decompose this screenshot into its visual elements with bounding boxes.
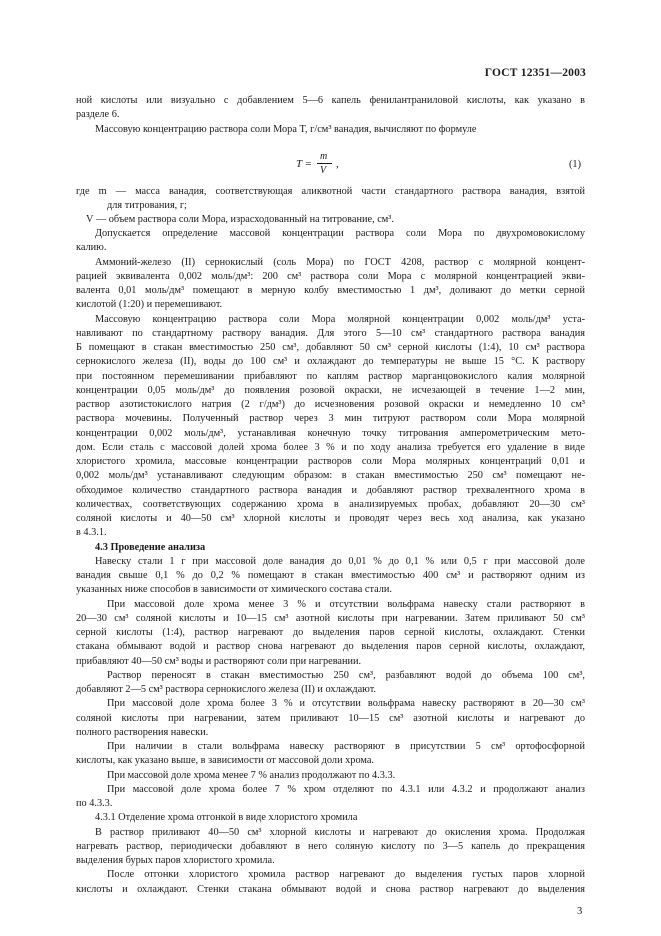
text-line: выделения бурых паров хлористого хромила. (76, 855, 275, 866)
text-line: При массовой доле хрома более 7 % хром отделяют по 4.3.1 или 4.3.2 и продолжают анализ (107, 784, 585, 795)
text-line: количествах, соответствующих содержанию хрома в анализируемых пробах, добавляют 20—30 см³ (76, 499, 585, 510)
text-line: где m — масса ванадия, соответствующая аликвотной части стандартного раствора ванадия, взятой (76, 186, 585, 197)
text-line: добавляют 2—5 см³ раствора сернокислого железа (II) и охлаждают. (76, 684, 376, 695)
text-line: кислотой (1:20) и перемешивают. (76, 299, 223, 310)
text-line: Аммоний-железо (II) сернокислый (соль Мора) по ГОСТ 4208, раствор с молярной концент- (95, 257, 585, 268)
text-line: раствора мочевины. Полученный раствор через 3 мин титруют раствором соли Мора молярной (76, 413, 585, 424)
text-line: для титрования, г; (107, 200, 187, 211)
text-line: полного растворения навески. (76, 727, 209, 738)
section-heading-4-3: 4.3 Проведение анализа (95, 542, 206, 553)
text-line: Допускается определение массовой концентрации раствора соли Мора по двухромовокислому (95, 228, 585, 239)
text-line: сернокислого железа (II), воды до 100 см³ и охлаждают до температуры не выше 15 °С. К раствору (76, 356, 585, 367)
text-line: при постоянном перемешивании прибавляют по каплям раствор марганцовокислого калия молярной (76, 371, 585, 382)
text-line: 0,002 моль/дм³ устанавливают следующим образом: в стакан вместимостью 250 см³ помещают не- (76, 470, 585, 481)
text-line: нагревать раствор, периодически добавляют в него соляную кислоту по 3—5 капель до прекращения (76, 841, 585, 852)
text-line: В раствор приливают 40—50 см³ хлорной кислоты и нагревают до окисления хрома. Продолжая (95, 827, 585, 838)
text-line: Б помещают в стакан вместимостью 250 см³, добавляют 50 см³ серной кислоты (1:4), 10 см³ раствора (76, 342, 585, 353)
text-line: концентрации 0,05 моль/дм³ до появления розовой окраски, не исчезающей в течение 1—2 мин, (76, 385, 585, 396)
text-line: в 4.3.1. (76, 527, 107, 538)
fraction-bar (317, 163, 332, 164)
text-line: валента 0,01 моль/дм³ помещают в мерную колбу вместимостью 1 дм³, доливают до метки серной (76, 285, 585, 296)
text-line: кислоты и охлаждают. Стенки стакана обмывают водой и снова раствор нагревают до выделения (76, 884, 585, 895)
text-line: При наличии в стали вольфрама навеску растворяют в присутствии 5 см³ ортофосфорной (107, 741, 585, 752)
text-line: хлористого хромила, массовые концентрации растворов соли Мора молярных концентраций 0,01 и (76, 456, 585, 467)
text-line: навливают по стандартному раствору ванадия. Для этого 5—10 см³ стандартного раствора ванадия (76, 328, 585, 339)
text-line: 20—30 см³ соляной кислоты и 10—15 см³ азотной кислоты при нагревании. Затем приливают 50 см³ (76, 613, 585, 624)
text-line: стакана обмывают водой и раствор снова нагревают до выделения паров серной кислоты, охлаждают, (76, 641, 585, 652)
formula-1 (296, 151, 366, 177)
text-line: ной кислоты или визуально с добавлением 5—6 капель фенилантраниловой кислоты, как указано в (76, 95, 585, 106)
text-line: концентрации 0,002 моль/дм³, устанавливая конечную точку титрования амперометрическим мето- (76, 428, 585, 439)
formula-denominator: V (320, 165, 327, 176)
text-line: Массовую концентрацию раствора соли Мора молярной концентрации 0,002 моль/дм³ уста- (95, 314, 585, 325)
text-line: После отгонки хлористого хромила раствор нагревают до выделения густых паров хлорной (107, 869, 585, 880)
text-line: кислоты, как указано выше, в зависимости от массовой доли хрома. (76, 755, 374, 766)
text-line: калию. (76, 242, 107, 253)
text-line: указанных ниже способов в зависимости от химического состава стали. (76, 584, 392, 595)
text-line: При массовой доле хрома более 3 % и отсутствии вольфрама навеску растворяют в 20—30 см³ (107, 698, 585, 709)
text-line: обходимое количество стандартного раствора ванадия и добавляют раствор трехвалентного хрома в (76, 485, 585, 496)
text-line: При массовой доле хрома менее 3 % и отсутствии вольфрама навеску стали растворяют в (107, 599, 585, 610)
formula-numerator: m (320, 151, 328, 162)
text-line: Навеску стали 1 г при массовой доле ванадия до 0,01 % до 0,1 % или 0,5 г при массовой доле (95, 556, 585, 567)
formula-lhs: T = (296, 158, 313, 170)
text-line: Раствор переносят в стакан вместимостью 250 см³, разбавляют водой до объема 100 см³, (107, 670, 585, 681)
text-line: прибавляют 40—50 см³ воды и растворяют соли при нагревании. (76, 656, 362, 667)
text-line: разделе 6. (76, 109, 120, 120)
equation-number: (1) (569, 159, 582, 170)
text-line: дом. Если сталь с массовой долей хрома более 3 % и по ходу анализа требуется его удаление в виде (76, 442, 585, 453)
text-line: соляной кислоты при нагревании, затем приливают 10—15 см³ азотной кислоты и нагревают до (76, 713, 585, 724)
page-number: 3 (577, 906, 583, 917)
text-line: Массовую концентрацию раствора соли Мора T, г/см³ ванадия, вычисляют по формуле (95, 124, 477, 135)
text-line: ванадия свыше 0,1 % до 0,2 % помещают в стакан вместимостью 400 см³ и растворяют одним из (76, 570, 585, 581)
text-line: соляной кислоты и 40—50 см³ хлорной кислоты и проводят через весь ход анализа, как указано (76, 513, 585, 524)
formula-trail: , (336, 158, 339, 170)
text-line: V — объем раствора соли Мора, израсходованный на титрование, см³. (86, 214, 394, 225)
text-line: При массовой доле хрома менее 7 % анализ продолжают по 4.3.3. (107, 770, 396, 781)
standard-code-header: ГОСТ 12351—2003 (484, 67, 586, 79)
subsection-heading-4-3-1: 4.3.1 Отделение хрома отгонкой в виде хлористого хромила (95, 812, 358, 823)
text-line: раствор азотистокислого натрия (2 г/дм³) до исчезновения розовой окраски и немедленно 10 см³ (76, 399, 585, 410)
text-line: по 4.3.3. (76, 798, 113, 809)
text-line: серной кислоты (1:4), раствор нагревают до выделения паров серной кислоты, охлаждают. Стенки (76, 627, 585, 638)
text-line: рацией эквивалента 0,002 моль/дм³: 200 см³ раствора соли Мора с молярной концентрацией экви- (76, 271, 585, 282)
